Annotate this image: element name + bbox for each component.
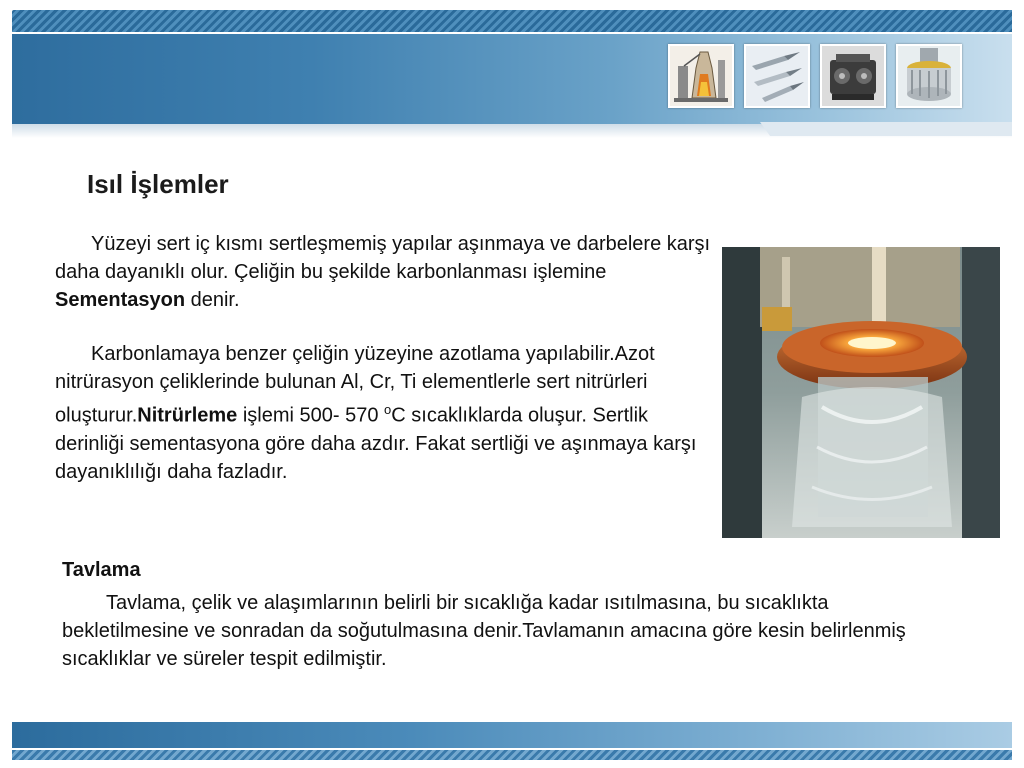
induction-heating-photo xyxy=(722,247,1000,538)
paragraph-sementasyon xyxy=(55,230,715,314)
paragraph-text: işlemi 500- 570 xyxy=(237,404,385,427)
paragraph-text: C sıcaklıklarda oluşur. Sertlik derinliği sementasyona göre daha azdır. Fakat sertliği ve aşınmaya karşı dayanıklılığı daha fazladır. xyxy=(55,404,697,483)
header-tab xyxy=(760,122,1012,136)
paragraph-text: denir. xyxy=(185,289,240,311)
drill-bits-icon xyxy=(744,44,810,108)
slide-title: Isıl İşlemler xyxy=(87,169,229,199)
gear-part-icon xyxy=(896,44,962,108)
blast-furnace-icon xyxy=(668,44,734,108)
section-title-tavlama: Tavlama xyxy=(62,559,141,581)
footer-band xyxy=(12,722,1012,748)
footer-stripe xyxy=(12,750,1012,760)
header-thumbnails xyxy=(668,44,962,108)
paragraph-text: Karbonlamaya benzer çeliğin yüzeyine azotlama yapılabilir.Azot nitrürasyon çeliklerinde bulunan Al, Cr, Ti elementlerle sert nitrürleri oluşturur. xyxy=(55,343,655,427)
paragraph-nitrurleme xyxy=(55,340,715,486)
paragraph-text: Tavlama, çelik ve alaşımlarının belirli bir sıcaklığa kadar ısıtılmasına, bu sıcaklıkta bekletilmesine ve sonradan da soğutulmasına denir.Tavlamanın amacına göre kesin belirlenmiş sıcaklıklar ve süreler tespit edilmiştir. xyxy=(62,592,906,670)
paragraph-tavlama xyxy=(62,589,942,673)
term-nitrurleme: Nitrürleme xyxy=(137,404,238,427)
engine-block-icon xyxy=(820,44,886,108)
paragraph-text: Yüzeyi sert iç kısmı sertleşmemiş yapılar aşınmaya ve darbelere karşı daha dayanıklı olur. Çeliğin bu şekilde karbonlanması işlemine xyxy=(55,233,711,283)
header-top-stripe xyxy=(12,10,1012,32)
term-sementasyon: Sementasyon xyxy=(55,289,186,311)
degree-superscript: o xyxy=(384,402,392,417)
